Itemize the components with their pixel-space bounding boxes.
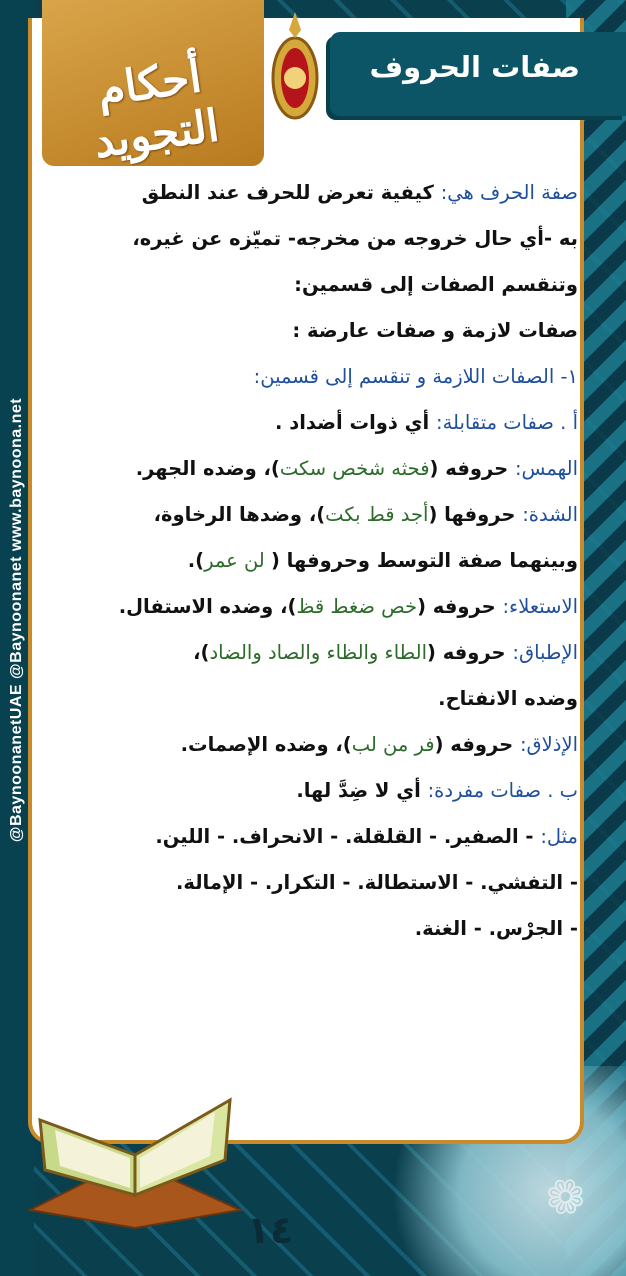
idhlaq-pre: حروفه ( [434,733,520,756]
corner-calligraphy: ❁ [535,1164,596,1232]
shidda-line2-pre: وبينهما صفة التوسط وحروفها ( [270,549,578,572]
idhlaq-post: )، وضده الإصمات. [180,733,352,756]
shidda-post: )، وضدها الرخاوة، [153,503,326,526]
hams-letters: فحثه شخص سكت [279,457,430,480]
istilaa-term: الاستعلاء: [502,595,578,618]
definition-line-3: وتنقسم الصفات إلى قسمين: [294,273,578,296]
section-title: صفات الحروف [369,50,580,84]
subsection-b [44,768,578,814]
quran-book-icon [10,1060,260,1230]
istilaa-line [44,584,578,630]
subsection-a [44,400,578,446]
shidda-line2-letters: لن عمر [204,549,271,572]
definition-paragraph [44,170,578,216]
baynoona-emblem-icon [268,8,322,128]
itbaq-line [44,630,578,676]
logo-title: أحكام التجويد [90,51,223,169]
examples-text-1: - الصفير. - القلقلة. - الانحراف. - اللين. [155,825,541,848]
subsection-b-term: ب . صفات مفردة: [427,779,578,802]
shidda-line [44,492,578,538]
definition-line-2: به -أي حال خروجه من مخرجه- تميّزه عن غيره، [132,227,578,250]
examples-line-1 [44,814,578,860]
hams-line [44,446,578,492]
hams-pre: حروفه ( [429,457,515,480]
shidda-line-2 [44,538,578,584]
idhlaq-letters: فر من لب [351,733,435,756]
itbaq-letters: الطاء والظاء والصاد والضاد [209,641,428,664]
types-line: صفات لازمة و صفات عارضة : [292,319,578,342]
istilaa-post: )، وضده الاستفال. [118,595,297,618]
itbaq-pre: حروفه ( [427,641,513,664]
shidda-letters: أجد قط بكت [325,503,429,526]
shidda-pre: حروفها ( [428,503,523,526]
idhlaq-term: الإذلاق: [519,733,578,756]
main-content [44,170,578,952]
section-header [330,32,626,116]
subsection-a-term: أ . صفات متقابلة: [436,411,578,434]
examples-line-2: - التفشي. - الاستطالة. - التكرار. - الإمالة. [176,871,578,894]
definition-line-1: كيفية تعرض للحرف عند النطق [141,181,441,204]
itbaq-line-2: وضده الانفتاح. [438,687,578,710]
idhlaq-line [44,722,578,768]
social-handles-text: @BaynoonanetUAE @Baynoonanet www.baynoona.net [8,397,25,843]
section-heading-1: ١- الصفات اللازمة و تنقسم إلى قسمين: [253,365,578,388]
hams-term: الهمس: [514,457,578,480]
page-number: ١٤ [246,1208,294,1252]
examples-term: مثل: [540,825,578,848]
book-logo [42,0,264,169]
istilaa-letters: خص ضغط قظ [296,595,418,618]
examples-line-3: - الجرْس. - الغنة. [414,917,578,940]
shidda-term: الشدة: [522,503,578,526]
shidda-line2-post: ). [187,549,205,572]
definition-term: صفة الحرف هي: [440,181,578,204]
subsection-b-text: أي لا ضِدَّ لها. [296,779,428,802]
itbaq-post: )، [193,641,210,664]
subsection-a-text: أي ذوات أضداد . [275,411,437,434]
istilaa-pre: حروفه ( [417,595,503,618]
hams-post: )، وضده الجهر. [135,457,280,480]
itbaq-term: الإطباق: [512,641,578,664]
